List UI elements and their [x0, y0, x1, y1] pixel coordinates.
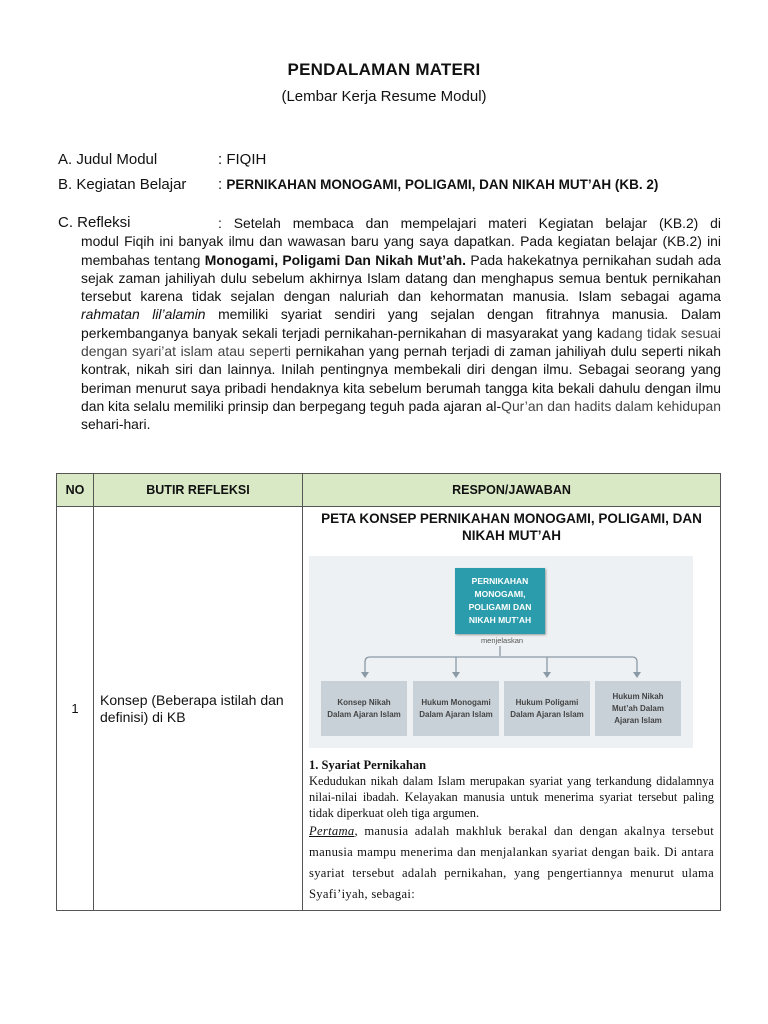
child-node-label: Hukum Nikah Mut’ah Dalam Ajaran Islam [611, 691, 664, 725]
section-body: Kedudukan nikah dalam Islam merupakan syariat yang terkandung didalamnya nilai-nilai ibadah. Kelayakan manusia untuk menerima syariat tersebut paling tidak diperkuat oleh tiga argumen. [309, 774, 714, 820]
kegiatan-belajar-sep: : [218, 176, 223, 193]
root-node-label: PERNIKAHAN MONOGAMI, POLIGAMI DAN NIKAH MUT’AH [468, 576, 532, 625]
arrowhead-icon [452, 672, 460, 678]
child-node-1 [321, 681, 407, 736]
refleksi-italic: rahmatan lil’alamin [81, 306, 206, 323]
child-node-label: Konsep Nikah Dalam Ajaran Islam [327, 697, 401, 719]
judul-modul-label: A. Judul Modul [58, 151, 158, 168]
refleksi-label: C. Refleksi [58, 214, 131, 231]
arrowhead-icon [361, 672, 369, 678]
refleksi-text-5: sehari-hari. [81, 416, 151, 433]
table-header-row [57, 474, 721, 507]
row-no: 1 [57, 507, 94, 911]
refleksi-text-3: memiliki syariat sendiri yang sejalan dengan fitrahnya manusia. Dalam perkembanganya banyak sekali terjadi pernikahan-pernikahan di masyarakat yang ka [81, 306, 721, 341]
child-node-4 [595, 681, 681, 736]
refleksi-text-4: pernikahan yang pernah terjadi di zaman jahiliyah dulu seperti nikah kontrak, nikah siri dan lainnya. Inilah pentingnya membekali diri dengan ilmu. Sebagai seorang yang beriman menurut saya pribadi hendaknya kita sebelum berumah tangga kita bekali dahulu dengan ilmu dan kita selalu memiliki prinsip dan berpegang teguh pada ajaran al- [81, 343, 721, 414]
judul-modul-row [58, 151, 266, 168]
row-respon [303, 507, 721, 911]
kegiatan-belajar-row [58, 176, 658, 193]
refleksi-section [58, 214, 721, 434]
page-subtitle: (Lembar Kerja Resume Modul) [281, 88, 487, 105]
concept-map-root-node [455, 568, 545, 634]
pertama-text: , manusia adalah makhluk berakal dan dengan akalnya tersebut manusia mampu menerima dan menjalankan syariat dengan baik. Di antara syariat tersebut adalah pernikahan, yang pengertiannya menurut ulama Syafi’iyah, sebagai: [309, 824, 714, 901]
header-respon: RESPON/JAWABAN [303, 474, 721, 507]
header-butir: BUTIR REFLEKSI [94, 474, 303, 507]
refleksi-bold: Monogami, Poligami Dan Nikah Mut’ah. [204, 251, 467, 268]
child-node-label: Hukum Poligami Dalam Ajaran Islam [510, 697, 584, 719]
refleksi-table [56, 473, 721, 911]
connector-label: menjelaskan [480, 636, 524, 645]
header-no: NO [57, 474, 94, 507]
concept-map-diagram [309, 556, 693, 748]
child-node-2 [413, 681, 499, 736]
section-body-pertama [309, 821, 714, 905]
refleksi-text-4-grey: Qur’an dan hadits dalam kehidupan [501, 397, 721, 414]
peta-konsep-title: PETA KONSEP PERNIKAHAN MONOGAMI, POLIGAMI, DAN NIKAH MUT’AH [321, 511, 702, 543]
judul-modul-value: : FIQIH [218, 151, 267, 168]
refleksi-text-2: Pada hakekatnya pernikahan sudah ada sejak zaman jahiliyah dulu sebelum akhirnya Islam datang dan menghapus semua bentuk pernikahan tersebut karena tidak sejalan dengan naluriah dan kehormatan manusia. Islam sebagai agama [81, 251, 722, 305]
child-node-label: Hukum Monogami Dalam Ajaran Islam [419, 697, 493, 719]
refleksi-text-1: modul Fiqih ini banyak ilmu dan wawasan baru yang saya dapatkan. Pada kegiatan belajar (KB.2) ini membahas tentang [81, 233, 721, 268]
arrowhead-icon [633, 672, 641, 678]
section-heading: 1. Syariat Pernikahan [309, 758, 427, 772]
refleksi-body [81, 232, 721, 433]
arrowhead-icon [543, 672, 551, 678]
kegiatan-belajar-label: B. Kegiatan Belajar [58, 176, 187, 193]
butir-text: Konsep (Beberapa istilah dan definisi) di KB [100, 691, 284, 725]
child-node-3 [504, 681, 590, 736]
table-row [57, 507, 721, 911]
refleksi-first-line: : Setelah membaca dan mempelajari materi Kegiatan belajar (KB.2) di [218, 215, 721, 231]
row-butir [94, 507, 303, 911]
refleksi-text-3-grey: dang tidak sesuai dengan syari’at islam atau seperti [81, 324, 721, 360]
pertama-label: Pertama [309, 824, 355, 838]
kegiatan-belajar-value: PERNIKAHAN MONOGAMI, POLIGAMI, DAN NIKAH MUT’AH (KB. 2) [226, 177, 659, 192]
connector-bar [365, 657, 637, 674]
page-title: PENDALAMAN MATERI [287, 60, 481, 79]
